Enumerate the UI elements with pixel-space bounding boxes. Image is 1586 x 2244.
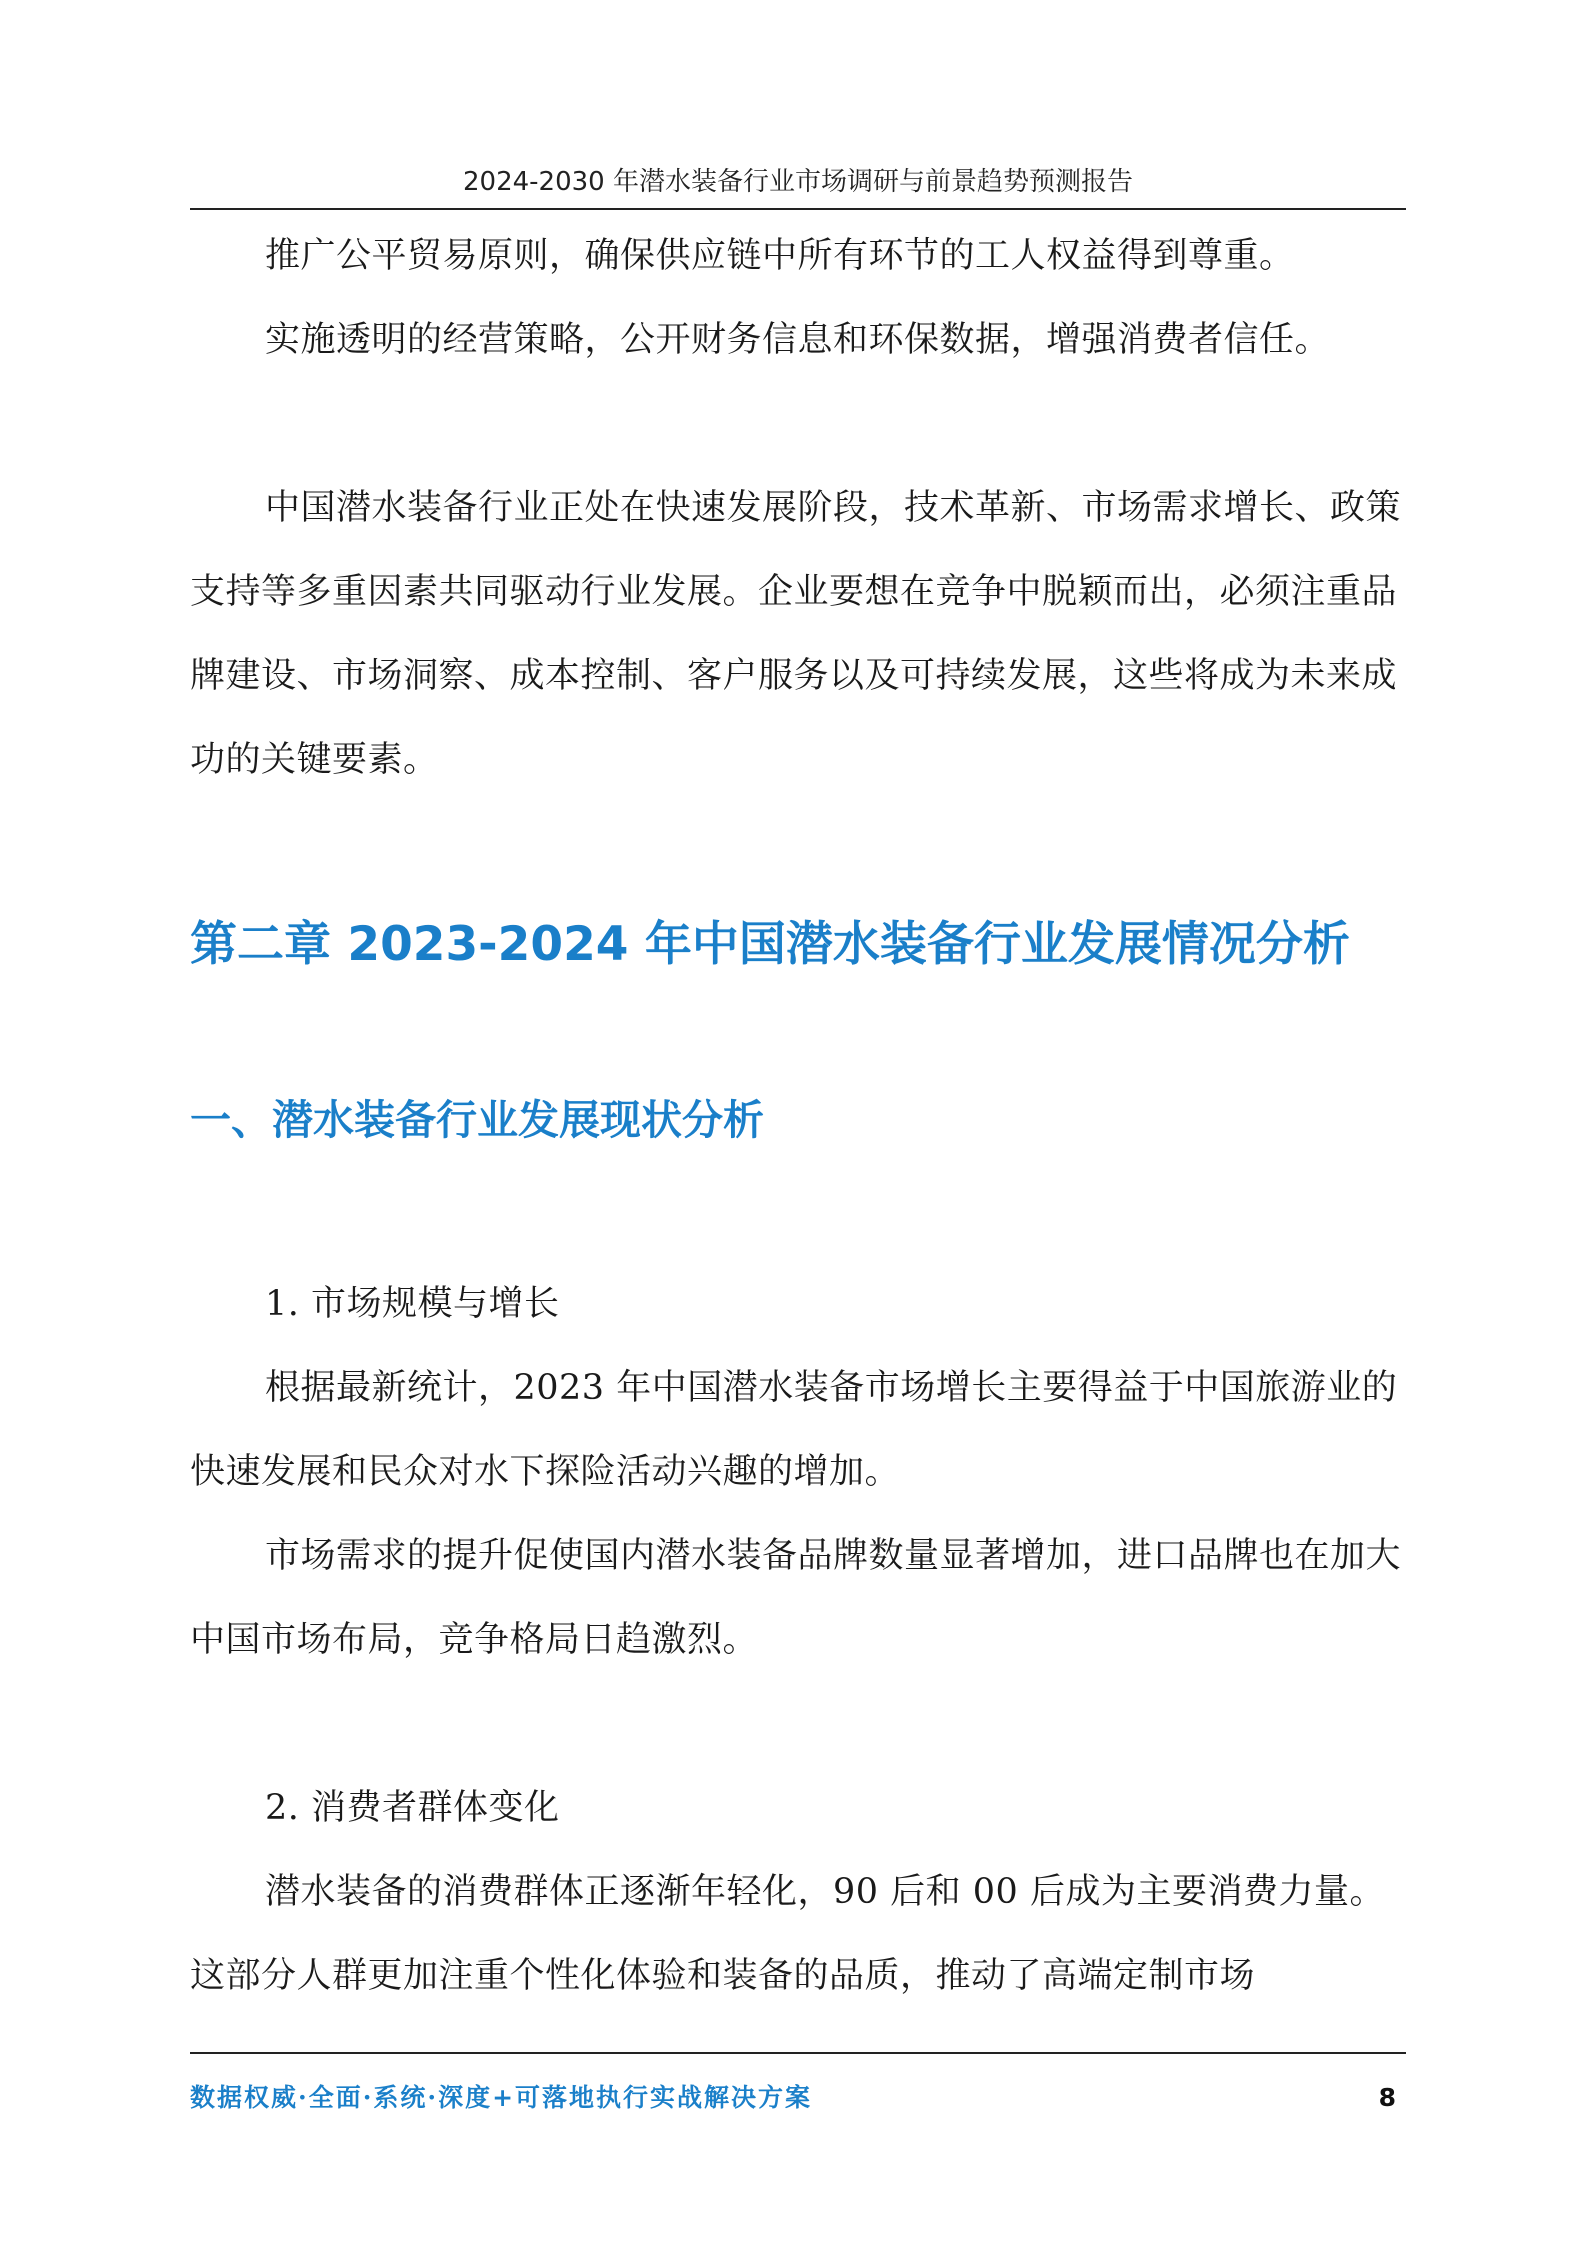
- paragraph-market-competition: 市场需求的提升促使国内潜水装备品牌数量显著增加，进口品牌也在加大中国市场布局，竞争格局日趋激烈。: [190, 1536, 1402, 1660]
- paragraph-consumer-youth: 潜水装备的消费群体正逐渐年轻化，90 后和 00 后成为主要消费力量。这部分人群更加注重个性化体验和装备的品质，推动了高端定制市场: [190, 1872, 1385, 1996]
- section-title: 一、潜水装备行业发展现状分析: [190, 1096, 764, 1144]
- paragraph-transparency: 实施透明的经营策略，公开财务信息和环保数据，增强消费者信任。: [265, 320, 1331, 360]
- page-number: 8: [1378, 2083, 1396, 2112]
- item-heading-market-scale: 1. 市场规模与增长: [265, 1284, 560, 1324]
- chapter-title: 第二章 2023-2024 年中国潜水装备行业发展情况分析: [190, 917, 1350, 972]
- item-heading-consumer-change: 2. 消费者群体变化: [265, 1788, 560, 1828]
- footer-divider: [190, 2052, 1406, 2054]
- report-header-title: 2024-2030 年潜水装备行业市场调研与前景趋势预测报告: [463, 167, 1133, 197]
- paragraph-market-growth: 根据最新统计，2023 年中国潜水装备市场增长主要得益于中国旅游业的快速发展和民众对水下探险活动兴趣的增加。: [190, 1368, 1398, 1492]
- footer-slogan: 数据权威·全面·系统·深度+可落地执行实战解决方案: [190, 2083, 813, 2112]
- paragraph-industry-summary: 中国潜水装备行业正处在快速发展阶段，技术革新、市场需求增长、政策支持等多重因素共同驱动行业发展。企业要想在竞争中脱颖而出，必须注重品牌建设、市场洞察、成本控制、客户服务以及可持续发展，这些将成为未来成功的关键要素。: [190, 488, 1402, 780]
- paragraph-fair-trade: 推广公平贸易原则，确保供应链中所有环节的工人权益得到尊重。: [265, 236, 1295, 276]
- header-divider: [190, 208, 1406, 210]
